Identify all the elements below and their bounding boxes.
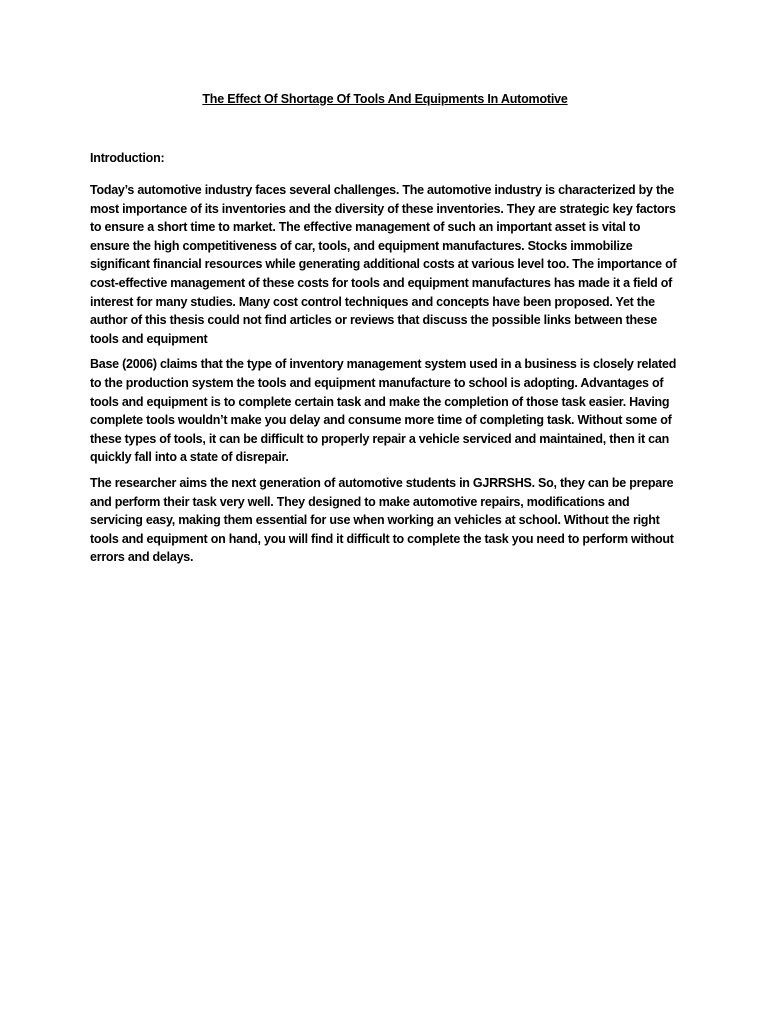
- body-paragraph: The researcher aims the next generation of automotive students in GJRRSHS. So, they can be prepare and perform their task very well. They designed to make automotive repairs, modifications and servicing easy, making them essential for use when working an vehicles at school. Without the right tools and equipment on hand, you will find it difficult to complete the task you need to perform without errors and delays.: [90, 475, 674, 565]
- section-heading-introduction: Introduction:: [90, 151, 165, 165]
- document-title: The Effect Of Shortage Of Tools And Equipments In Automotive: [202, 92, 568, 106]
- body-paragraph: Base (2006) claims that the type of inventory management system used in a business is closely related to the production system the tools and equipment manufacture to school is adopting. Advantages of tools and equipment is to complete certain task and make the completion of those task easier. Having complete tools wouldn’t make you delay and consume more time of completing task. Without some of these types of tools, it can be difficult to properly repair a vehicle serviced and maintained, then it can quickly fall into a state of disrepair.: [90, 357, 677, 465]
- body-paragraph: Today’s automotive industry faces several challenges. The automotive industry is characterized by the most importance of its inventories and the diversity of these inventories. They are strategic key factors to ensure a short time to market. The effective management of such an important asset is vital to ensure the high competitiveness of car, tools, and equipment manufactures. Stocks immobilize significant financial resources while generating additional costs at various level too. The importance of cost-effective management of these costs for tools and equipment manufactures has made it a field of interest for many studies. Many cost control techniques and concepts have been proposed. Yet the author of this thesis could not find articles or reviews that discuss the possible links between these tools and equipment: [90, 183, 677, 346]
- document-page: [90, 92, 680, 567]
